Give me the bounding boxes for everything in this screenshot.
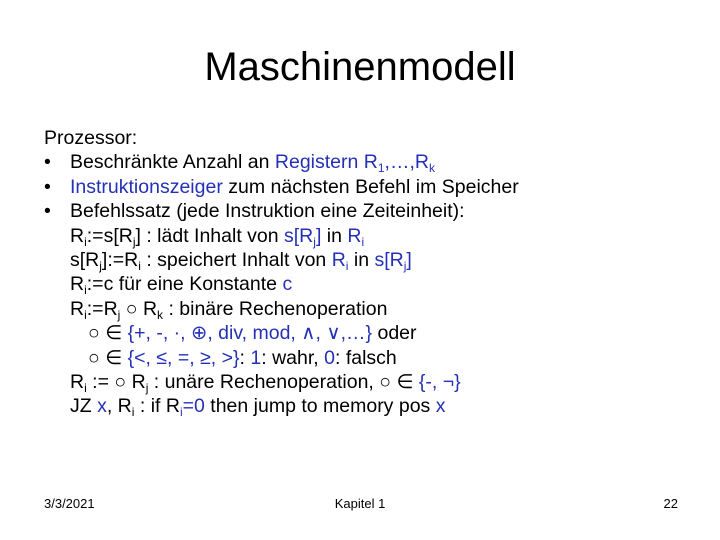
footer-page-number: 22 [663,496,678,511]
bullet-marker: • [44,151,51,174]
instruction-unary-op: $R_i$ := ○ $R_j$ : unäre Rechenoperation, ○ ∈ {-, ¬} [70,370,461,395]
binary-operators: ○ ∈ {+, -, ·, ⊕, div, mod, ∧, ∨,…} oder [88,322,417,345]
bullet-instruction-set: • Befehlssatz (jede Instruktion eine Zeiteinheit): [44,200,465,223]
instruction-jump-zero: JZ x, $R_i$ : if $R_i=0$ then jump to memory pos x [70,395,446,420]
slide-body [44,126,704,419]
bullet-instruction-pointer: • Instruktionszeiger zum nächsten Befehl im Speicher [44,175,519,198]
bullet-marker: • [44,200,51,223]
footer-date: 3/3/2021 [44,496,95,511]
instruction-store: $s[R_j]:=R_i$ : speichert Inhalt von $R_i$ in $s[R_j]$ [70,248,412,273]
slide-title: Maschinenmodell [204,45,516,89]
comparison-operators: ○ ∈ {<, ≤, =, ≥, >}: 1: wahr, 0: falsch [88,346,397,369]
instruction-constant: $R_i:=c$ für eine Konstante c [70,273,293,298]
bullet-registers: • Beschränkte Anzahl an Registern $R_1,\dots,R_k$ [44,151,435,176]
heading-prozessor: Prozessor: [44,127,138,149]
instruction-binary-op: $R_i:=R_j$ ○ $R_k$ : binäre Rechenoperation [70,297,388,322]
bullet-marker: • [44,175,51,198]
footer-chapter: Kapitel 1 [334,496,386,511]
instruction-load: $R_i:=s[R_j]$ : lädt Inhalt von $s[R_j]$ in $R_i$ [70,224,365,249]
